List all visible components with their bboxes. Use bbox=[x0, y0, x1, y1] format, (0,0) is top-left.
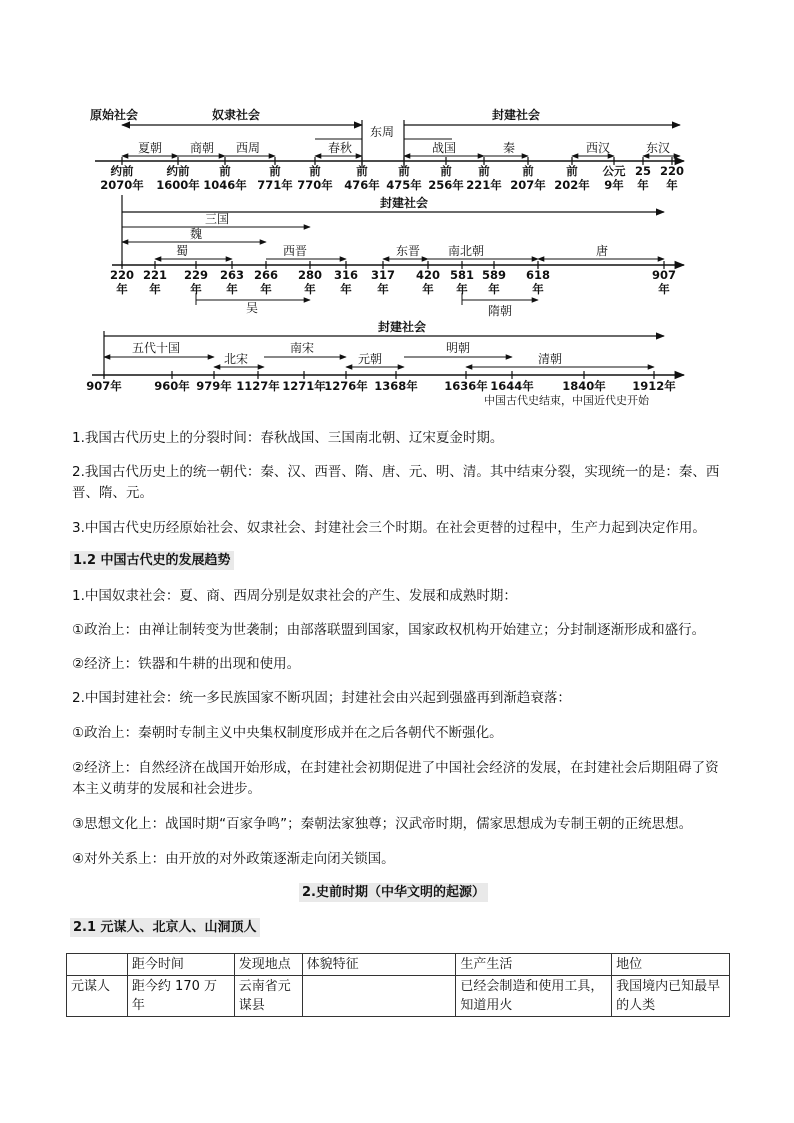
period-tang: 唐 bbox=[596, 244, 609, 258]
tick-label-top: 907 bbox=[651, 268, 677, 282]
paragraph-2: 2.我国古代历史上的统一朝代：秦、汉、西晋、隋、唐、元、明、清。其中结束分裂，实现统一的是：秦、西晋、隋、元。 bbox=[72, 464, 720, 501]
tick-label-top: 420 bbox=[415, 268, 441, 282]
tick-label-top: 618 bbox=[525, 268, 551, 282]
tick-label: 1840年 bbox=[562, 379, 606, 393]
period-spring-autumn: 春秋 bbox=[328, 141, 353, 155]
tick-label-top: 前 bbox=[566, 164, 578, 178]
tick-label-bottom: 1046年 bbox=[203, 178, 247, 192]
heading-1-2: 1.2 中国古代史的发展趋势 bbox=[70, 551, 234, 570]
tick-label-bottom: 年 bbox=[260, 282, 272, 296]
table-header: 发现地点 bbox=[234, 954, 302, 976]
tick-label-bottom: 年 bbox=[658, 282, 670, 296]
table-cell: 已经会制造和使用工具，知道用火 bbox=[456, 976, 612, 1017]
period-warring-states: 战国 bbox=[432, 141, 457, 155]
tick-label-top: 280 bbox=[297, 268, 323, 282]
period-northern-song: 北宋 bbox=[224, 352, 249, 366]
table-header: 体貌特征 bbox=[302, 954, 456, 976]
tick-label-bottom: 202年 bbox=[554, 178, 590, 192]
period-eastern-jin: 东晋 bbox=[396, 244, 421, 258]
period-wei: 魏 bbox=[190, 227, 203, 241]
tick-label-top: 前 bbox=[309, 164, 321, 178]
tick-label-top: 前 bbox=[478, 164, 490, 178]
tick-label-top: 约前 bbox=[166, 164, 190, 178]
paragraph-5: ①政治上：由禅让制转变为世袭制；由部落联盟到国家，国家政权机构开始建立；分封制逐渐形成和盛行。 bbox=[72, 622, 706, 638]
prehistoric-humans-table bbox=[66, 953, 730, 1017]
tick-label-top: 前 bbox=[219, 164, 231, 178]
tick-label-bottom: 2070年 bbox=[100, 178, 144, 192]
era-primitive: 原始社会 bbox=[90, 108, 139, 122]
period-qin: 秦 bbox=[503, 141, 516, 155]
tick-label: 1271年 bbox=[282, 379, 326, 393]
tick-label-top: 前 bbox=[356, 164, 368, 178]
history-timeline bbox=[0, 95, 794, 415]
tick-label-bottom: 年 bbox=[532, 282, 544, 296]
period-three-kingdoms: 三国 bbox=[205, 212, 230, 226]
tick-label-top: 25 bbox=[634, 164, 652, 178]
period-sui: 隋朝 bbox=[488, 304, 513, 318]
period-western-jin: 西晋 bbox=[283, 244, 308, 258]
timeline-caption: 中国古代史结束，中国近代史开始 bbox=[484, 394, 649, 407]
period-western-han: 西汉 bbox=[586, 141, 611, 155]
table-cell: 云南省元谋县 bbox=[234, 976, 302, 1017]
tick-label-top: 公元 bbox=[602, 164, 626, 178]
table-cell: 元谋人 bbox=[67, 976, 128, 1017]
tick-label-bottom: 256年 bbox=[428, 178, 464, 192]
table-header: 距今时间 bbox=[127, 954, 234, 976]
period-five-dynasties: 五代十国 bbox=[132, 341, 181, 355]
tick-label-bottom: 年 bbox=[304, 282, 316, 296]
tick-label-bottom: 221年 bbox=[466, 178, 502, 192]
tick-label-bottom: 年 bbox=[488, 282, 500, 296]
tick-label-top: 581 bbox=[449, 268, 475, 282]
paragraph-4: 1.中国奴隶社会：夏、商、西周分别是奴隶社会的产生、发展和成熟时期： bbox=[72, 588, 517, 604]
era-feudal: 封建社会 bbox=[492, 108, 541, 122]
tick-label-bottom: 年 bbox=[149, 282, 161, 296]
tick-label-top: 266 bbox=[253, 268, 279, 282]
tick-label-top: 221 bbox=[142, 268, 168, 282]
table-cell: 我国境内已知最早的人类 bbox=[612, 976, 730, 1017]
table-header-row bbox=[67, 954, 730, 976]
period-xia: 夏朝 bbox=[138, 141, 163, 155]
tick-label: 1644年 bbox=[490, 379, 534, 393]
paragraph-3: 3.中国古代史历经原始社会、奴隶社会、封建社会三个时期。在社会更替的过程中，生产力起到决定作用。 bbox=[72, 520, 706, 536]
tick-label-bottom: 年 bbox=[456, 282, 468, 296]
tick-label: 907年 bbox=[86, 379, 122, 393]
tick-label-top: 317 bbox=[370, 268, 396, 282]
tick-label-bottom: 771年 bbox=[257, 178, 293, 192]
period-western-zhou: 西周 bbox=[236, 141, 261, 155]
table-header: 地位 bbox=[612, 954, 730, 976]
period-shang: 商朝 bbox=[190, 141, 215, 155]
tick-label-top: 前 bbox=[522, 164, 534, 178]
tick-label: 1127年 bbox=[236, 379, 280, 393]
tick-label-bottom: 476年 bbox=[344, 178, 380, 192]
tick-label: 1636年 bbox=[444, 379, 488, 393]
table-cell: 距今约 170 万年 bbox=[127, 976, 234, 1017]
tick-label-bottom: 年 bbox=[340, 282, 352, 296]
period-shu: 蜀 bbox=[176, 244, 189, 258]
period-wu: 吴 bbox=[246, 301, 259, 315]
tick-label-top: 约前 bbox=[110, 164, 134, 178]
period-ming: 明朝 bbox=[446, 341, 471, 355]
period-eastern-han: 东汉 bbox=[646, 141, 671, 155]
tick-label-top: 前 bbox=[398, 164, 410, 178]
paragraph-6: ②经济上：铁器和牛耕的出现和使用。 bbox=[72, 656, 301, 672]
tick-label-bottom: 1600年 bbox=[156, 178, 200, 192]
table-header bbox=[67, 954, 128, 976]
table-row bbox=[67, 976, 730, 1017]
period-yuan: 元朝 bbox=[358, 352, 383, 366]
row3-era-feudal: 封建社会 bbox=[378, 320, 427, 334]
tick-label: 1912年 bbox=[632, 379, 676, 393]
tick-label: 960年 bbox=[154, 379, 190, 393]
tick-label-top: 589 bbox=[481, 268, 507, 282]
tick-label-top: 263 bbox=[219, 268, 245, 282]
paragraph-9: ②经济上：自然经济在战国开始形成，在封建社会初期促进了中国社会经济的发展，在封建社会后期阻碍了资本主义萌芽的发展和社会进步。 bbox=[72, 760, 719, 797]
tick-label-top: 220 bbox=[109, 268, 135, 282]
tick-label: 1276年 bbox=[324, 379, 368, 393]
tick-label-bottom: 年 bbox=[422, 282, 434, 296]
table-cell bbox=[302, 976, 456, 1017]
heading-2: 2.史前时期（中华文明的起源） bbox=[299, 883, 488, 902]
tick-label-bottom: 475年 bbox=[386, 178, 422, 192]
tick-label-bottom: 年 bbox=[116, 282, 128, 296]
tick-label-bottom: 207年 bbox=[510, 178, 546, 192]
tick-label-bottom: 年 bbox=[666, 178, 678, 192]
era-eastern-zhou: 东周 bbox=[370, 125, 395, 139]
tick-label-bottom: 年 bbox=[190, 282, 202, 296]
tick-label-bottom: 年 bbox=[637, 178, 649, 192]
tick-label-top: 229 bbox=[183, 268, 209, 282]
period-qing: 清朝 bbox=[538, 352, 563, 366]
table-header: 生产生活 bbox=[456, 954, 612, 976]
tick-label: 1368年 bbox=[374, 379, 418, 393]
tick-label-top: 220 bbox=[659, 164, 685, 178]
tick-label-bottom: 年 bbox=[377, 282, 389, 296]
tick-label: 979年 bbox=[196, 379, 232, 393]
tick-label-bottom: 年 bbox=[226, 282, 238, 296]
heading-2-1: 2.1 元谋人、北京人、山洞顶人 bbox=[70, 918, 260, 937]
paragraph-8: ①政治上：秦朝时专制主义中央集权制度形成并在之后各朝代不断强化。 bbox=[72, 725, 503, 741]
paragraph-1: 1.我国古代历史上的分裂时间：春秋战国、三国南北朝、辽宋夏金时期。 bbox=[72, 430, 504, 446]
period-southern-song: 南宋 bbox=[290, 341, 315, 355]
paragraph-7: 2.中国封建社会：统一多民族国家不断巩固；封建社会由兴起到强盛再到渐趋衰落： bbox=[72, 690, 571, 706]
tick-label-bottom: 770年 bbox=[297, 178, 333, 192]
tick-label-top: 316 bbox=[333, 268, 359, 282]
tick-label-top: 前 bbox=[440, 164, 452, 178]
paragraph-11: ④对外关系上：由开放的对外政策逐渐走向闭关锁国。 bbox=[72, 851, 395, 867]
tick-label-bottom: 9年 bbox=[604, 178, 624, 192]
period-north-south: 南北朝 bbox=[448, 244, 485, 258]
paragraph-10: ③思想文化上：战国时期“百家争鸣”；秦朝法家独尊；汉武帝时期，儒家思想成为专制王朝的正统思想。 bbox=[72, 816, 693, 832]
row2-era-feudal: 封建社会 bbox=[380, 196, 429, 210]
tick-label-top: 前 bbox=[269, 164, 281, 178]
era-slave: 奴隶社会 bbox=[212, 108, 261, 122]
